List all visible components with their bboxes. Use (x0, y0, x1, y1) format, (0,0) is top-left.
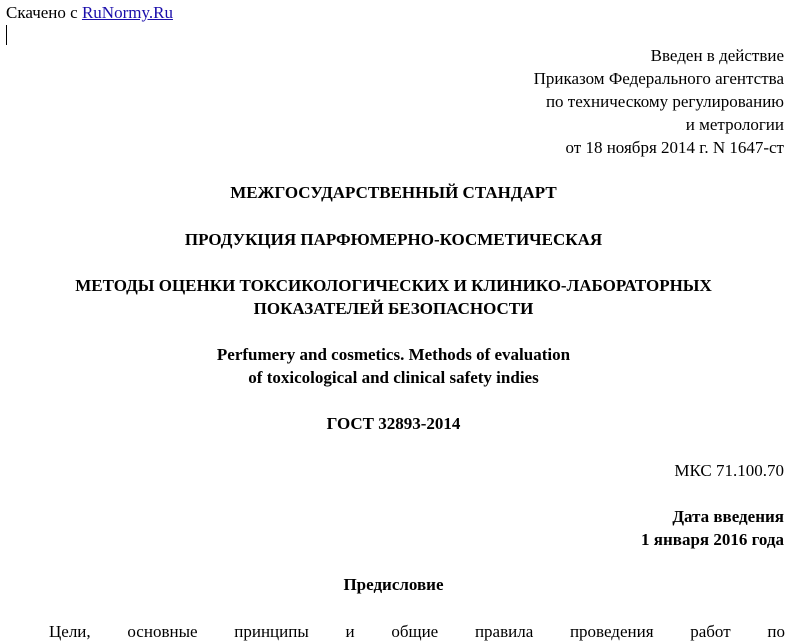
introduction-date-value: 1 января 2016 года (641, 530, 784, 549)
paragraph-word: основные (127, 622, 198, 641)
source-line (6, 1, 173, 24)
enactment-line: Приказом Федерального агентства (533, 69, 784, 88)
english-title (0, 343, 787, 389)
text-cursor (6, 25, 7, 45)
foreword-heading: Предисловие (343, 575, 444, 594)
paragraph-word: общие (391, 622, 439, 641)
introduction-date-label: Дата введения (672, 507, 784, 526)
methods-heading (0, 274, 787, 320)
methods-heading-line: ПОКАЗАТЕЛЕЙ БЕЗОПАСНОСТИ (253, 299, 534, 318)
enactment-line: Введен в действие (650, 46, 784, 65)
introduction-date (641, 505, 784, 551)
foreword-paragraph (49, 620, 785, 643)
paragraph-word: проведения (569, 622, 654, 641)
gost-number: ГОСТ 32893-2014 (326, 414, 461, 433)
paragraph-word: по (767, 622, 785, 641)
paragraph-word: принципы (234, 622, 309, 641)
enactment-line: от 18 ноября 2014 г. N 1647-ст (565, 138, 784, 157)
english-title-line: of toxicological and clinical safety indies (248, 368, 539, 387)
enactment-line: и метрологии (685, 115, 784, 134)
english-title-line: Perfumery and cosmetics. Methods of evaluation (216, 345, 571, 364)
enactment-block (534, 44, 784, 159)
methods-heading-line: МЕТОДЫ ОЦЕНКИ ТОКСИКОЛОГИЧЕСКИХ И КЛИНИКО-ЛАБОРАТОРНЫХ (75, 276, 712, 295)
standard-type-heading: МЕЖГОСУДАРСТВЕННЫЙ СТАНДАРТ (230, 183, 557, 202)
paragraph-word: и (345, 622, 355, 641)
source-prefix: Скачено с (6, 3, 78, 22)
product-heading: ПРОДУКЦИЯ ПАРФЮМЕРНО-КОСМЕТИЧЕСКАЯ (184, 230, 603, 249)
source-link[interactable]: RuNormy.Ru (81, 3, 173, 22)
mks-code: МКС 71.100.70 (674, 461, 784, 480)
enactment-line: по техническому регулированию (545, 92, 784, 111)
paragraph-word: Цели, (49, 622, 91, 641)
paragraph-word: правила (474, 622, 534, 641)
paragraph-word: работ (690, 622, 731, 641)
